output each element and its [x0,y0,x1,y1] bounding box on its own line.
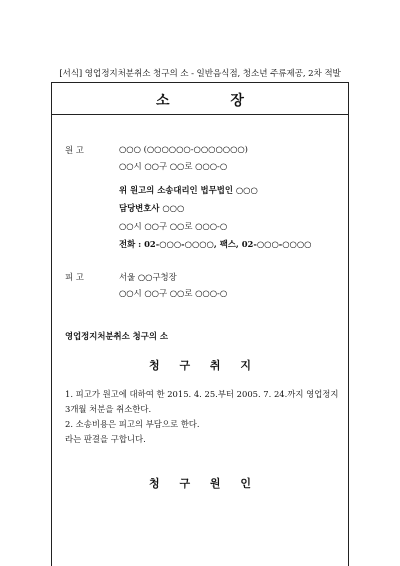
document-title: 소 장 [156,93,272,109]
claim-purpose-heading: 청 구 취 지 [149,359,259,372]
claim-closing: 라는 판결을 구합니다. [65,434,146,444]
representative-address: ○○시 ○○구 ○○로 ○○○-○ [119,221,228,231]
defendant-name: 서울 ○○구청장 [119,272,177,282]
claim-item-1-cont: 3개월 처분을 취소한다. [65,404,152,414]
claim-item-2: 2. 소송비용은 피고의 부담으로 한다. [65,419,200,429]
plaintiff-name: ○○○ (○○○○○○-○○○○○○○) [119,144,248,154]
complaint-form [51,82,349,566]
document-header: [서식] 영업정지처분취소 청구의 소 - 일반음식점, 청소년 주류제공, 2차 적발 [59,69,341,79]
claim-cause-heading: 청 구 원 인 [149,477,259,490]
plaintiff-representative: 위 원고의 소송대리인 법무법인 ○○○ [119,185,258,195]
representative-phone: 전화 : 02-○○○-○○○○, 팩스, 02-○○○-○○○○ [119,239,312,249]
title-divider [52,114,348,115]
plaintiff-lawyer: 담당변호사 ○○○ [119,203,185,213]
defendant-label: 피 고 [65,272,84,282]
defendant-address: ○○시 ○○구 ○○로 ○○○-○ [119,288,228,298]
plaintiff-label: 원 고 [65,145,84,155]
plaintiff-address: ○○시 ○○구 ○○로 ○○○-○ [119,161,228,171]
case-title: 영업정지처분취소 청구의 소 [65,331,168,341]
claim-item-1: 1. 피고가 원고에 대하여 한 2015. 4. 25.부터 2005. 7. 24.까지 영업정지 [65,389,339,399]
